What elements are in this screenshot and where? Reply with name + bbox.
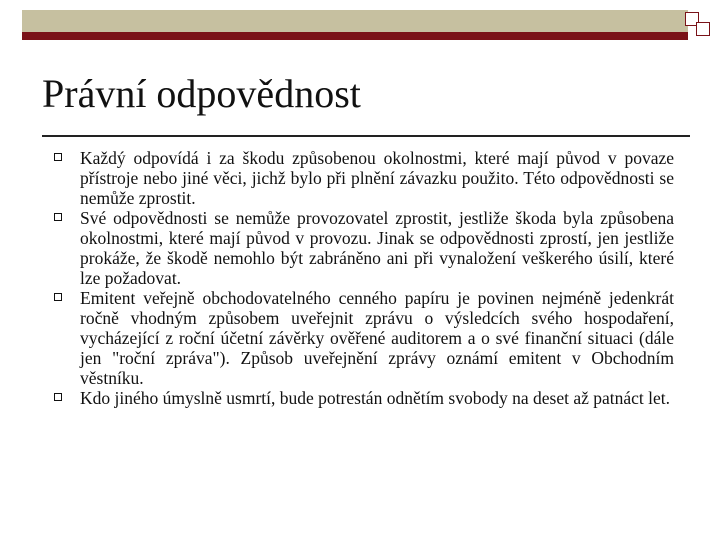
bullet-text: Emitent veřejně obchodovatelného cenného papíru je povinen nejméně jedenkrát ročně vhodným způsobem uveřejnit zprávu o výsledcích svého hospodaření, vycházející z roční účetní závěrky ověřené auditorem a o své finanční situaci (dále jen "roční zpráva"). Způsob uveřejnění zprávy oznámí emitent v Obchodním věstníku. — [80, 288, 674, 388]
hollow-square-bullet-icon — [54, 293, 62, 301]
bullet-item — [48, 388, 674, 408]
corner-square-icon — [696, 22, 710, 36]
hollow-square-bullet-icon — [54, 393, 62, 401]
bullet-text: Každý odpovídá i za škodu způsobenou okolnostmi, které mají původ v povaze přístroje nebo jiné věci, jichž bylo při plnění závazku použito. Této odpovědnosti se nemůže zprostit. — [80, 148, 674, 208]
hollow-square-bullet-icon — [54, 213, 62, 221]
hollow-square-bullet-icon — [54, 153, 62, 161]
header-accent-line — [22, 32, 688, 40]
bullet-text: Své odpovědnosti se nemůže provozovatel zprostit, jestliže škoda byla způsobena okolnostmi, které mají původ v provozu. Jinak se odpovědnosti zprostí, jen jestliže prokáže, že škodě nemohlo být zabráněno ani při vynaložení veškerého úsilí, které lze požadovat. — [80, 208, 674, 288]
title-divider — [42, 135, 690, 137]
slide-title: Právní odpovědnost — [42, 71, 361, 116]
header-band — [22, 10, 688, 32]
bullet-item — [48, 208, 674, 288]
bullet-item — [48, 148, 674, 208]
bullet-text: Kdo jiného úmyslně usmrtí, bude potrestán odnětím svobody na deset až patnáct let. — [80, 388, 671, 408]
bullet-list — [48, 148, 674, 408]
bullet-item — [48, 288, 674, 388]
